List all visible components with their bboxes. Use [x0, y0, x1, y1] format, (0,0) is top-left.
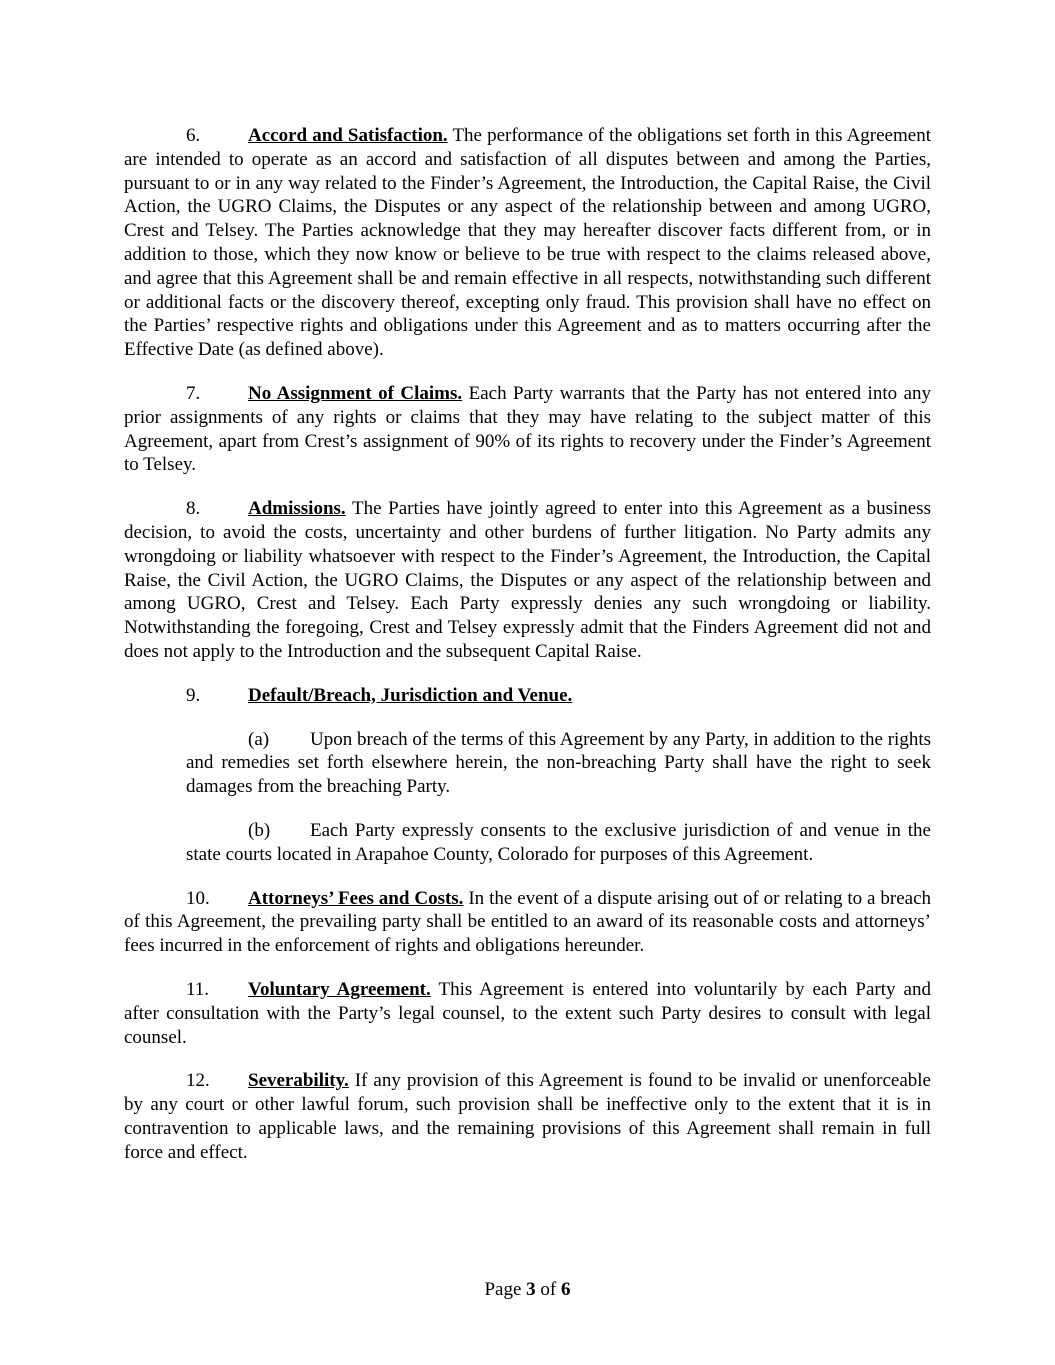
- section-10: [124, 887, 931, 958]
- section-9a: [186, 728, 931, 799]
- section-number: 9.: [186, 684, 201, 706]
- section-number: 10.: [186, 887, 210, 909]
- section-text: In the event of a dispute arising out of or relating to a breach of this Agreement, the prevailing party shall be entitled to an award of its reasonable costs and attorneys’ fees incurred in the enforcement of rights and obligations hereunder.: [124, 887, 932, 957]
- subsection-text: Each Party expressly consents to the exclusive jurisdiction of and venue in the state courts located in Arapahoe County, Colorado for purposes of this Agreement.: [186, 819, 931, 865]
- section-12: [124, 1069, 931, 1164]
- section-6: [124, 124, 931, 362]
- page-label: Page: [484, 1279, 527, 1300]
- section-number: 12.: [186, 1070, 210, 1092]
- section-9: [124, 684, 931, 708]
- section-heading: Attorneys’ Fees and Costs.: [248, 887, 464, 909]
- section-heading: No Assignment of Claims.: [248, 382, 463, 404]
- section-number: 8.: [186, 498, 201, 520]
- section-text: If any provision of this Agreement is found to be invalid or unenforceable by any court or other lawful forum, such provision shall be ineffective only to the extent that it is in contravention to applicable laws, and the remaining provisions of this Agreement shall remain in full force and effect.: [124, 1070, 931, 1163]
- section-7: [124, 382, 931, 477]
- document-page: [124, 124, 931, 1184]
- section-heading: Default/Breach, Jurisdiction and Venue.: [248, 684, 573, 706]
- section-text: This Agreement is entered into voluntarily by each Party and after consultation with the Party’s legal counsel, to the extent such Party desires to consult with legal counsel.: [124, 978, 931, 1048]
- page-footer: [0, 1279, 1055, 1301]
- page-of-label: of: [535, 1279, 561, 1300]
- section-11: [124, 978, 931, 1049]
- current-page-number: 3: [526, 1279, 536, 1300]
- section-text: Each Party warrants that the Party has not entered into any prior assignments of any rights or claims that they may have relating to the subject matter of this Agreement, apart from Crest’s assignment of 90% of its rights to recovery under the Finder’s Agreement to Telsey.: [124, 382, 931, 476]
- section-8: [124, 497, 931, 664]
- subsection-label: (a): [248, 728, 270, 750]
- section-heading: Severability.: [248, 1070, 349, 1092]
- section-number: 7.: [186, 382, 201, 404]
- section-text: The performance of the obligations set forth in this Agreement are intended to operate as an accord and satisfaction of all disputes between and among the Parties, pursuant to or in any way related to the Finder’s Agreement, the Introduction, the Capital Raise, the Civil Action, the UGRO Claims, the Disputes or any aspect of the relationship between and among UGRO, Crest and Telsey. The Parties acknowledge that they may hereafter discover facts different from, or in addition to those, which they now know or believe to be true with respect to the claims released above, and agree that this Agreement shall be and remain effective in all respects, notwithstanding such different or additional facts or the discovery thereof, excepting only fraud. This provision shall have no effect on the Parties’ respective rights and obligations under this Agreement and as to matters occurring after the Effective Date (as defined above).: [124, 125, 931, 361]
- subsection-label: (b): [248, 819, 271, 841]
- subsection-text: Upon breach of the terms of this Agreement by any Party, in addition to the rights and remedies set forth elsewhere herein, the non-breaching Party shall have the right to seek damages from the breaching Party.: [186, 728, 931, 798]
- section-heading: Voluntary Agreement.: [248, 978, 431, 1000]
- section-heading: Accord and Satisfaction.: [248, 125, 448, 146]
- section-number: 11.: [186, 978, 210, 1000]
- section-number: 6.: [186, 125, 201, 146]
- total-page-number: 6: [561, 1279, 571, 1300]
- section-heading: Admissions.: [248, 498, 346, 520]
- section-9b: [186, 819, 931, 867]
- section-text: The Parties have jointly agreed to enter into this Agreement as a business decision, to avoid the costs, uncertainty and other burdens of further litigation. No Party admits any wrongdoing or liability whatsoever with respect to the Finder’s Agreement, the Introduction, the Capital Raise, the Civil Action, the UGRO Claims, the Disputes or any aspect of the relationship between and among UGRO, Crest and Telsey. Each Party expressly denies any such wrongdoing or liability. Notwithstanding the foregoing, Crest and Telsey expressly admit that the Finders Agreement did not and does not apply to the Introduction and the subsequent Capital Raise.: [124, 498, 931, 662]
